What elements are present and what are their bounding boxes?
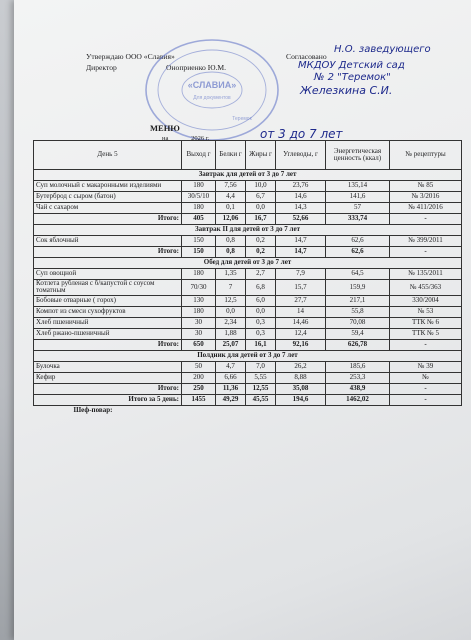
dish-fat: 0,2 [246, 236, 276, 247]
dish-protein: 25,07 [216, 339, 246, 350]
dish-energy: 217,1 [326, 295, 390, 306]
director-name: Оноприенко Ю.М. [166, 63, 227, 72]
dish-out: 180 [182, 306, 216, 317]
dish-protein: 7,56 [216, 181, 246, 192]
dish-carbs: 23,76 [276, 181, 326, 192]
dish-recipe: № 39 [390, 361, 462, 372]
chef-row [34, 405, 462, 416]
dish-fat: 16,7 [246, 214, 276, 225]
director-line: Директор [86, 63, 117, 72]
table-row [34, 317, 462, 328]
col-protein: Белки г [216, 141, 246, 170]
col-day: День 5 [34, 141, 182, 170]
dish-out: 50 [182, 361, 216, 372]
dish-out: 130 [182, 295, 216, 306]
table-row [34, 280, 462, 296]
dish-carbs: 7,9 [276, 269, 326, 280]
dish-recipe: - [390, 247, 462, 258]
dish-fat: 0,3 [246, 317, 276, 328]
dish-name: Булочка [34, 361, 182, 372]
dish-protein: 6,66 [216, 372, 246, 383]
dish-recipe: № [390, 372, 462, 383]
dish-energy: 62,6 [326, 247, 390, 258]
stamp-sub: Для документов [193, 95, 231, 101]
section-row [34, 350, 462, 361]
dish-fat: 6,7 [246, 192, 276, 203]
dish-recipe: № 135/2011 [390, 269, 462, 280]
dish-carbs: 194,6 [276, 394, 326, 405]
dish-name: Итого: [34, 383, 182, 394]
dish-protein: 12,5 [216, 295, 246, 306]
dish-carbs: 12,4 [276, 328, 326, 339]
section-title: Обед для детей от 3 до 7 лет [34, 258, 462, 269]
dish-out: 150 [182, 236, 216, 247]
dish-protein: 1,35 [216, 269, 246, 280]
dish-protein: 0,0 [216, 306, 246, 317]
dish-energy: 55,8 [326, 306, 390, 317]
dish-energy: 626,78 [326, 339, 390, 350]
dish-carbs: 14,7 [276, 236, 326, 247]
dish-fat: 16,1 [246, 339, 276, 350]
dish-fat: 6,8 [246, 280, 276, 296]
dish-protein: 4,4 [216, 192, 246, 203]
col-out: Выход г [182, 141, 216, 170]
date-line: на ______ 2026 г. [162, 135, 210, 142]
dish-out: 30/5/10 [182, 192, 216, 203]
dish-carbs: 15,7 [276, 280, 326, 296]
col-energy: Энергетическая ценность (ккал) [326, 141, 390, 170]
dish-carbs: 27,7 [276, 295, 326, 306]
dish-recipe: № 53 [390, 306, 462, 317]
dish-carbs: 35,08 [276, 383, 326, 394]
dish-protein: 0,8 [216, 236, 246, 247]
dish-fat: 0,2 [246, 247, 276, 258]
dish-out: 70/30 [182, 280, 216, 296]
dish-recipe: - [390, 214, 462, 225]
dish-out: 30 [182, 317, 216, 328]
total-row [34, 214, 462, 225]
dish-fat: 7,0 [246, 361, 276, 372]
dish-name: Компот из смеси сухофруктов [34, 306, 182, 317]
dish-recipe: № 455/363 [390, 280, 462, 296]
date-written: от 3 до 7 лет [260, 127, 343, 141]
dish-recipe: № 3/2016 [390, 192, 462, 203]
dish-name: Котлета рубленая с б/капустой с соусом томатным [34, 280, 182, 296]
dish-energy: 438,9 [326, 383, 390, 394]
section-title: Завтрак для детей от 3 до 7 лет [34, 170, 462, 181]
dish-out: 200 [182, 372, 216, 383]
table-row [34, 203, 462, 214]
dish-protein: 2,34 [216, 317, 246, 328]
total-row [34, 383, 462, 394]
dish-name: Сок яблочный [34, 236, 182, 247]
dish-protein: 1,88 [216, 328, 246, 339]
dish-recipe: 330/2004 [390, 295, 462, 306]
dish-name: Суп овощной [34, 269, 182, 280]
agree-line: Согласовано [286, 52, 327, 61]
dish-energy: 59,4 [326, 328, 390, 339]
dish-out: 30 [182, 328, 216, 339]
dish-fat: 0,3 [246, 328, 276, 339]
stamp-center: «СЛАВИА» [187, 80, 237, 90]
table-row [34, 295, 462, 306]
agree-hand-4: Железкина С.И. [300, 84, 393, 97]
dish-fat: 5,55 [246, 372, 276, 383]
menu-title: МЕНЮ [150, 123, 180, 133]
section-row [34, 258, 462, 269]
dish-name: Бобовые отварные ( горох) [34, 295, 182, 306]
dish-recipe: - [390, 339, 462, 350]
dish-energy: 135,14 [326, 181, 390, 192]
table-row [34, 306, 462, 317]
dish-recipe: - [390, 394, 462, 405]
dish-protein: 11,36 [216, 383, 246, 394]
dish-fat: 45,55 [246, 394, 276, 405]
section-title: Полдник для детей от 3 до 7 лет [34, 350, 462, 361]
menu-table [33, 140, 462, 416]
dish-out: 180 [182, 203, 216, 214]
table-row [34, 328, 462, 339]
section-title: Завтрак II для детей от 3 до 7 лет [34, 225, 462, 236]
dish-carbs: 26,2 [276, 361, 326, 372]
dish-carbs: 52,66 [276, 214, 326, 225]
dish-out: 405 [182, 214, 216, 225]
table-row [34, 192, 462, 203]
dish-energy: 64,5 [326, 269, 390, 280]
dish-energy: 185,6 [326, 361, 390, 372]
dish-name: Итого: [34, 247, 182, 258]
table-row [34, 372, 462, 383]
table-row [34, 361, 462, 372]
table-row [34, 236, 462, 247]
table-row [34, 269, 462, 280]
dish-recipe: № 399/2011 [390, 236, 462, 247]
dish-fat: 0,0 [246, 306, 276, 317]
dish-out: 250 [182, 383, 216, 394]
dish-out: 650 [182, 339, 216, 350]
dish-protein: 4,7 [216, 361, 246, 372]
dish-recipe: № 85 [390, 181, 462, 192]
agree-hand-1: Н.О. заведующего [334, 44, 431, 55]
dish-carbs: 8,88 [276, 372, 326, 383]
dish-fat: 2,7 [246, 269, 276, 280]
dish-energy: 253,3 [326, 372, 390, 383]
table-row [34, 181, 462, 192]
approve-line: Утверждаю ООО «Славия» [86, 52, 175, 61]
dish-protein: 0,8 [216, 247, 246, 258]
dish-name: Хлеб пшеничный [34, 317, 182, 328]
dish-carbs: 14,3 [276, 203, 326, 214]
col-carbs: Углеводы, г [276, 141, 326, 170]
chef-label: Шеф-повар: [73, 406, 113, 415]
dish-carbs: 92,16 [276, 339, 326, 350]
dish-carbs: 14 [276, 306, 326, 317]
dish-carbs: 14,6 [276, 192, 326, 203]
dish-carbs: 14,7 [276, 247, 326, 258]
dish-name: Суп молочный с макаронными изделиями [34, 181, 182, 192]
dish-name: Хлеб ржано-пшеничный [34, 328, 182, 339]
dish-out: 180 [182, 269, 216, 280]
dish-fat: 12,55 [246, 383, 276, 394]
col-recipe: № рецептуры [390, 141, 462, 170]
dish-out: 150 [182, 247, 216, 258]
dish-fat: 0,0 [246, 203, 276, 214]
dish-energy: 1462,02 [326, 394, 390, 405]
dish-protein: 12,06 [216, 214, 246, 225]
dish-name: Итого: [34, 214, 182, 225]
section-row [34, 225, 462, 236]
dish-energy: 62,6 [326, 236, 390, 247]
total-row [34, 247, 462, 258]
dish-recipe: № 411/2016 [390, 203, 462, 214]
dish-energy: 159,9 [326, 280, 390, 296]
dish-recipe: - [390, 383, 462, 394]
dish-name: Кефир [34, 372, 182, 383]
dish-fat: 6,0 [246, 295, 276, 306]
dish-name: Итого: [34, 339, 182, 350]
stamp-teremok: Теремок [232, 116, 252, 122]
dish-name: Бутерброд с сыром (батон) [34, 192, 182, 203]
col-fat: Жиры г [246, 141, 276, 170]
dish-protein: 7 [216, 280, 246, 296]
dish-name: Чай с сахаром [34, 203, 182, 214]
dish-fat: 10,0 [246, 181, 276, 192]
dish-energy: 141,6 [326, 192, 390, 203]
dish-energy: 70,08 [326, 317, 390, 328]
dish-carbs: 14,46 [276, 317, 326, 328]
dish-recipe: ТТК № 6 [390, 317, 462, 328]
total-row [34, 339, 462, 350]
agree-hand-2: МКДОУ Детский сад [298, 60, 405, 71]
agree-hand-3: № 2 "Теремок" [314, 72, 391, 83]
table-header [34, 141, 462, 170]
dish-energy: 333,74 [326, 214, 390, 225]
dish-protein: 0,1 [216, 203, 246, 214]
dish-out: 1455 [182, 394, 216, 405]
dish-name: Итого за 5 день: [34, 394, 182, 405]
dish-recipe: ТТК № 5 [390, 328, 462, 339]
dish-energy: 57 [326, 203, 390, 214]
total-row [34, 394, 462, 405]
dish-out: 180 [182, 181, 216, 192]
section-row [34, 170, 462, 181]
dish-protein: 49,29 [216, 394, 246, 405]
